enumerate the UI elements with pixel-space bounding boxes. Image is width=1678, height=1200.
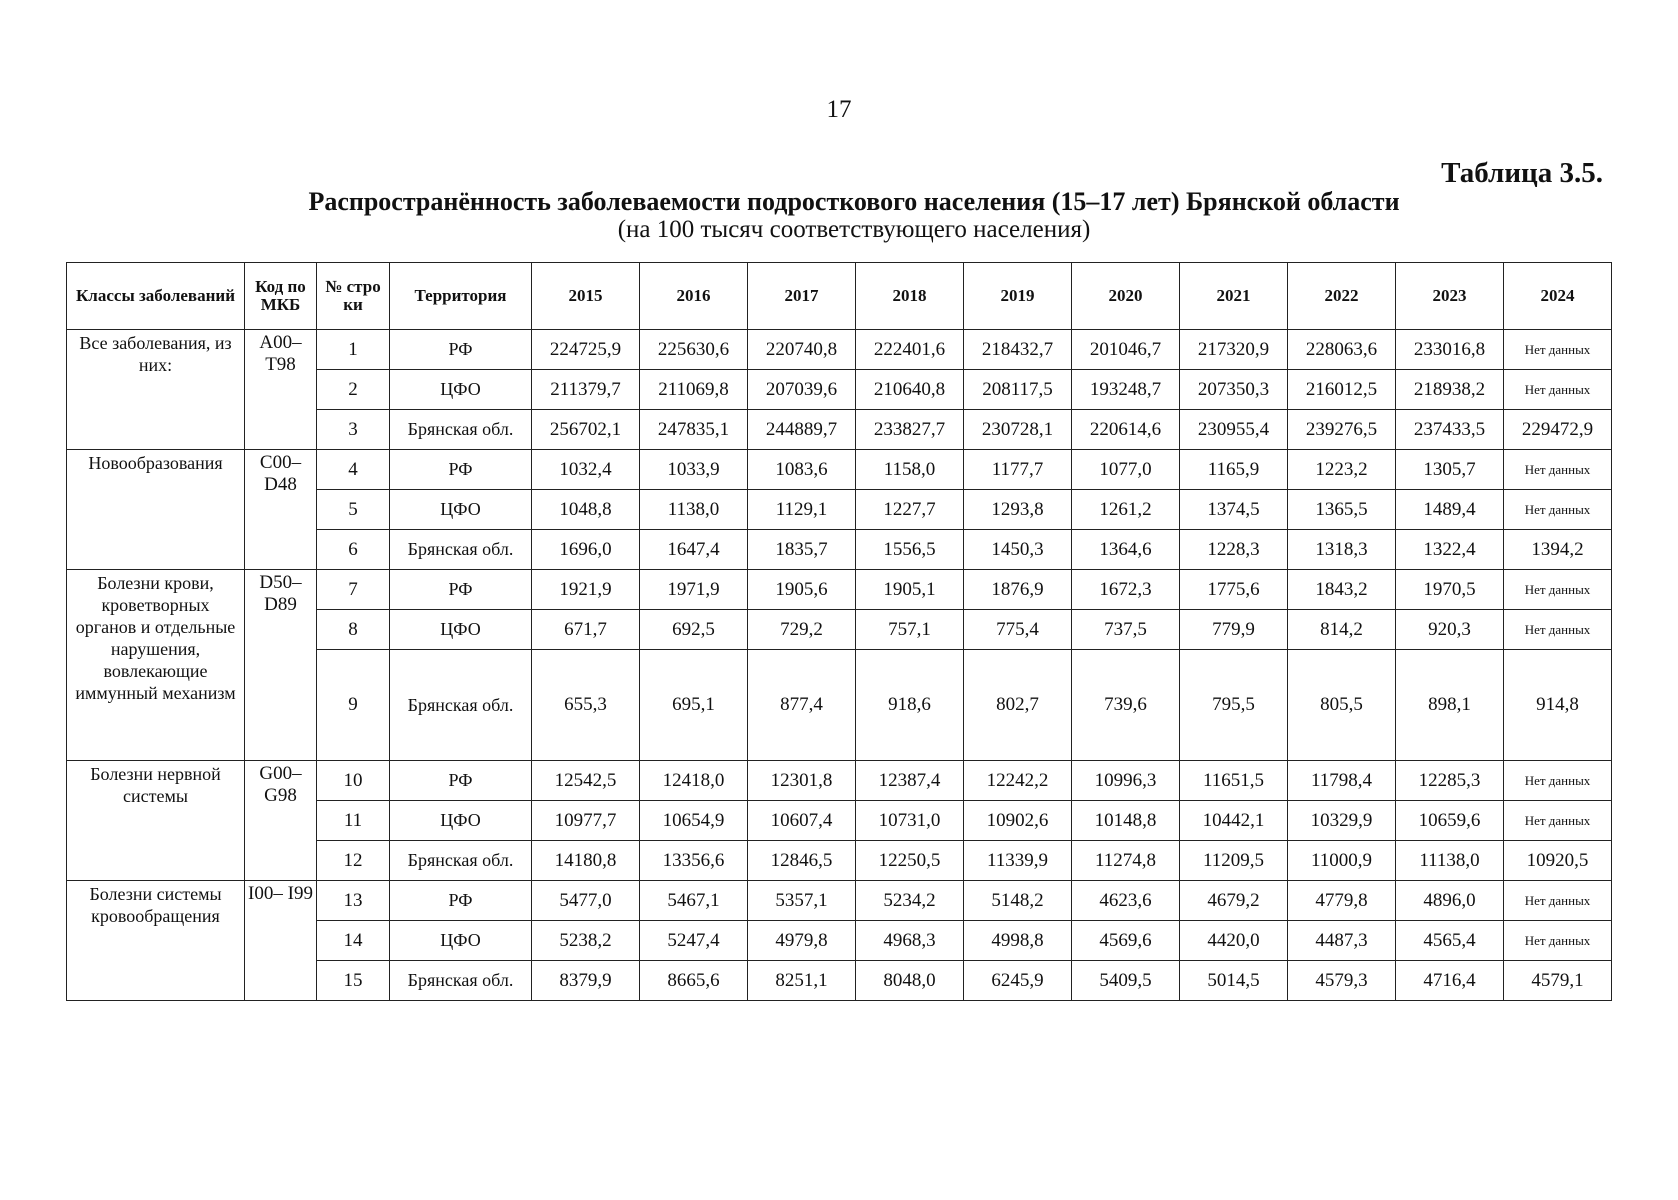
value-cell: 671,7	[532, 610, 640, 650]
icd-code-cell: C00– D48	[245, 450, 317, 570]
value-cell: 12301,8	[748, 761, 856, 801]
value-cell: Нет данных	[1504, 801, 1612, 841]
value-cell: 220614,6	[1072, 410, 1180, 450]
value-cell: 4569,6	[1072, 921, 1180, 961]
value-cell: 10654,9	[640, 801, 748, 841]
value-cell: 805,5	[1288, 650, 1396, 761]
territory-cell: Брянская обл.	[390, 530, 532, 570]
row-number-cell: 9	[317, 650, 390, 761]
value-cell: Нет данных	[1504, 490, 1612, 530]
value-cell: 4679,2	[1180, 881, 1288, 921]
value-cell: 1129,1	[748, 490, 856, 530]
header-year: 2024	[1504, 263, 1612, 330]
value-cell: Нет данных	[1504, 921, 1612, 961]
row-number-cell: 8	[317, 610, 390, 650]
value-cell: 1033,9	[640, 450, 748, 490]
value-cell: 233827,7	[856, 410, 964, 450]
value-cell: 12250,5	[856, 841, 964, 881]
value-cell: 802,7	[964, 650, 1072, 761]
value-cell: 5014,5	[1180, 961, 1288, 1001]
value-cell: 5357,1	[748, 881, 856, 921]
page-number: 17	[826, 96, 852, 123]
value-cell: 737,5	[1072, 610, 1180, 650]
value-cell: 1138,0	[640, 490, 748, 530]
value-cell: 1083,6	[748, 450, 856, 490]
value-cell: 4896,0	[1396, 881, 1504, 921]
value-cell: 12846,5	[748, 841, 856, 881]
value-cell: 8379,9	[532, 961, 640, 1001]
value-cell: 10920,5	[1504, 841, 1612, 881]
territory-cell: РФ	[390, 450, 532, 490]
value-cell: 1394,2	[1504, 530, 1612, 570]
value-cell: 211069,8	[640, 370, 748, 410]
value-cell: 4565,4	[1396, 921, 1504, 961]
header-year: 2021	[1180, 263, 1288, 330]
value-cell: 244889,7	[748, 410, 856, 450]
value-cell: 239276,5	[1288, 410, 1396, 450]
territory-cell: Брянская обл.	[390, 650, 532, 761]
value-cell: 739,6	[1072, 650, 1180, 761]
territory-cell: Брянская обл.	[390, 841, 532, 881]
value-cell: 5234,2	[856, 881, 964, 921]
row-number-cell: 7	[317, 570, 390, 610]
value-cell: 1365,5	[1288, 490, 1396, 530]
value-cell: 1077,0	[1072, 450, 1180, 490]
value-cell: 779,9	[1180, 610, 1288, 650]
value-cell: 207350,3	[1180, 370, 1288, 410]
value-cell: Нет данных	[1504, 370, 1612, 410]
value-cell: 1489,4	[1396, 490, 1504, 530]
value-cell: 11138,0	[1396, 841, 1504, 881]
value-cell: 4420,0	[1180, 921, 1288, 961]
value-cell: 193248,7	[1072, 370, 1180, 410]
value-cell: 1450,3	[964, 530, 1072, 570]
row-number-cell: 5	[317, 490, 390, 530]
value-cell: 1835,7	[748, 530, 856, 570]
value-cell: 4998,8	[964, 921, 1072, 961]
value-cell: 222401,6	[856, 330, 964, 370]
disease-class-cell: Болезни системы кровообращения	[67, 881, 245, 1001]
header-code: Код по МКБ	[245, 263, 317, 330]
row-number-cell: 11	[317, 801, 390, 841]
value-cell: 1876,9	[964, 570, 1072, 610]
value-cell: 4579,3	[1288, 961, 1396, 1001]
value-cell: 1647,4	[640, 530, 748, 570]
value-cell: 10731,0	[856, 801, 964, 841]
territory-cell: ЦФО	[390, 490, 532, 530]
header-year: 2015	[532, 263, 640, 330]
value-cell: 11798,4	[1288, 761, 1396, 801]
value-cell: 918,6	[856, 650, 964, 761]
value-cell: 814,2	[1288, 610, 1396, 650]
value-cell: 1228,3	[1180, 530, 1288, 570]
table-row	[67, 570, 1612, 610]
table-row	[67, 761, 1612, 801]
value-cell: 1374,5	[1180, 490, 1288, 530]
row-number-cell: 4	[317, 450, 390, 490]
value-cell: 230728,1	[964, 410, 1072, 450]
value-cell: 224725,9	[532, 330, 640, 370]
territory-cell: РФ	[390, 761, 532, 801]
value-cell: 775,4	[964, 610, 1072, 650]
value-cell: 729,2	[748, 610, 856, 650]
value-cell: 12387,4	[856, 761, 964, 801]
value-cell: 1048,8	[532, 490, 640, 530]
value-cell: 1921,9	[532, 570, 640, 610]
value-cell: 5477,0	[532, 881, 640, 921]
value-cell: 12542,5	[532, 761, 640, 801]
row-number-cell: 15	[317, 961, 390, 1001]
value-cell: 10607,4	[748, 801, 856, 841]
value-cell: 10442,1	[1180, 801, 1288, 841]
value-cell: 692,5	[640, 610, 748, 650]
icd-code-cell: A00– T98	[245, 330, 317, 450]
header-row-number: № стро ки	[317, 263, 390, 330]
value-cell: 8665,6	[640, 961, 748, 1001]
value-cell: 256702,1	[532, 410, 640, 450]
value-cell: 1905,1	[856, 570, 964, 610]
value-cell: 877,4	[748, 650, 856, 761]
value-cell: Нет данных	[1504, 570, 1612, 610]
value-cell: 1843,2	[1288, 570, 1396, 610]
row-number-cell: 14	[317, 921, 390, 961]
value-cell: 1970,5	[1396, 570, 1504, 610]
territory-cell: ЦФО	[390, 801, 532, 841]
disease-class-cell: Болезни крови, кроветворных органов и отдельные нарушения, вовлекающие иммунный механизм	[67, 570, 245, 761]
value-cell: 11339,9	[964, 841, 1072, 881]
disease-class-cell: Новообразования	[67, 450, 245, 570]
value-cell: 1672,3	[1072, 570, 1180, 610]
value-cell: 1971,9	[640, 570, 748, 610]
row-number-cell: 10	[317, 761, 390, 801]
value-cell: 914,8	[1504, 650, 1612, 761]
header-territory: Территория	[390, 263, 532, 330]
value-cell: 11651,5	[1180, 761, 1288, 801]
territory-cell: ЦФО	[390, 610, 532, 650]
territory-cell: РФ	[390, 570, 532, 610]
territory-cell: ЦФО	[390, 370, 532, 410]
table-label: Таблица 3.5.	[1441, 157, 1603, 189]
header-year: 2016	[640, 263, 748, 330]
value-cell: 920,3	[1396, 610, 1504, 650]
value-cell: 5467,1	[640, 881, 748, 921]
territory-cell: ЦФО	[390, 921, 532, 961]
disease-class-cell: Все заболевания, из них:	[67, 330, 245, 450]
value-cell: 5247,4	[640, 921, 748, 961]
value-cell: 1227,7	[856, 490, 964, 530]
value-cell: 10659,6	[1396, 801, 1504, 841]
value-cell: 10148,8	[1072, 801, 1180, 841]
value-cell: 201046,7	[1072, 330, 1180, 370]
row-number-cell: 13	[317, 881, 390, 921]
value-cell: 14180,8	[532, 841, 640, 881]
value-cell: 1293,8	[964, 490, 1072, 530]
value-cell: 4779,8	[1288, 881, 1396, 921]
value-cell: 10996,3	[1072, 761, 1180, 801]
value-cell: 695,1	[640, 650, 748, 761]
table-title: Распространённость заболеваемости подросткового населения (15–17 лет) Брянской области	[308, 187, 1400, 216]
header-year: 2019	[964, 263, 1072, 330]
table-row	[67, 330, 1612, 370]
value-cell: 10329,9	[1288, 801, 1396, 841]
header-year: 2023	[1396, 263, 1504, 330]
value-cell: Нет данных	[1504, 761, 1612, 801]
value-cell: 233016,8	[1396, 330, 1504, 370]
value-cell: 1261,2	[1072, 490, 1180, 530]
value-cell: 4968,3	[856, 921, 964, 961]
value-cell: 13356,6	[640, 841, 748, 881]
table-body	[67, 330, 1612, 1001]
value-cell: 11209,5	[1180, 841, 1288, 881]
value-cell: 1322,4	[1396, 530, 1504, 570]
value-cell: 1177,7	[964, 450, 1072, 490]
value-cell: 12242,2	[964, 761, 1072, 801]
value-cell: 210640,8	[856, 370, 964, 410]
value-cell: 6245,9	[964, 961, 1072, 1001]
table-subtitle: (на 100 тысяч соответствующего населения)	[617, 216, 1091, 243]
value-cell: 247835,1	[640, 410, 748, 450]
row-number-cell: 2	[317, 370, 390, 410]
value-cell: 4979,8	[748, 921, 856, 961]
value-cell: 5409,5	[1072, 961, 1180, 1001]
value-cell: 218432,7	[964, 330, 1072, 370]
value-cell: Нет данных	[1504, 610, 1612, 650]
header-year: 2022	[1288, 263, 1396, 330]
value-cell: 8048,0	[856, 961, 964, 1001]
value-cell: 1905,6	[748, 570, 856, 610]
territory-cell: Брянская обл.	[390, 410, 532, 450]
icd-code-cell: G00– G98	[245, 761, 317, 881]
value-cell: 211379,7	[532, 370, 640, 410]
row-number-cell: 12	[317, 841, 390, 881]
header-row	[67, 263, 1612, 330]
value-cell: Нет данных	[1504, 450, 1612, 490]
value-cell: 795,5	[1180, 650, 1288, 761]
value-cell: Нет данных	[1504, 881, 1612, 921]
value-cell: 8251,1	[748, 961, 856, 1001]
disease-class-cell: Болезни нервной системы	[67, 761, 245, 881]
value-cell: 1696,0	[532, 530, 640, 570]
row-number-cell: 1	[317, 330, 390, 370]
value-cell: 4716,4	[1396, 961, 1504, 1001]
header-year: 2020	[1072, 263, 1180, 330]
value-cell: 655,3	[532, 650, 640, 761]
header-year: 2017	[748, 263, 856, 330]
value-cell: 11274,8	[1072, 841, 1180, 881]
value-cell: 1556,5	[856, 530, 964, 570]
territory-cell: Брянская обл.	[390, 961, 532, 1001]
icd-code-cell: I00– I99	[245, 881, 317, 1001]
value-cell: 230955,4	[1180, 410, 1288, 450]
value-cell: 225630,6	[640, 330, 748, 370]
value-cell: 1305,7	[1396, 450, 1504, 490]
value-cell: 898,1	[1396, 650, 1504, 761]
value-cell: 4579,1	[1504, 961, 1612, 1001]
value-cell: 207039,6	[748, 370, 856, 410]
value-cell: 216012,5	[1288, 370, 1396, 410]
value-cell: Нет данных	[1504, 330, 1612, 370]
header-year: 2018	[856, 263, 964, 330]
value-cell: 237433,5	[1396, 410, 1504, 450]
value-cell: 1775,6	[1180, 570, 1288, 610]
value-cell: 5238,2	[532, 921, 640, 961]
value-cell: 229472,9	[1504, 410, 1612, 450]
value-cell: 4487,3	[1288, 921, 1396, 961]
icd-code-cell: D50– D89	[245, 570, 317, 761]
value-cell: 10977,7	[532, 801, 640, 841]
value-cell: 5148,2	[964, 881, 1072, 921]
value-cell: 12285,3	[1396, 761, 1504, 801]
table-row	[67, 881, 1612, 921]
value-cell: 1158,0	[856, 450, 964, 490]
value-cell: 11000,9	[1288, 841, 1396, 881]
data-table	[66, 262, 1612, 1001]
value-cell: 220740,8	[748, 330, 856, 370]
value-cell: 1223,2	[1288, 450, 1396, 490]
header-class: Классы заболеваний	[67, 263, 245, 330]
value-cell: 12418,0	[640, 761, 748, 801]
row-number-cell: 6	[317, 530, 390, 570]
value-cell: 208117,5	[964, 370, 1072, 410]
value-cell: 1165,9	[1180, 450, 1288, 490]
value-cell: 10902,6	[964, 801, 1072, 841]
value-cell: 217320,9	[1180, 330, 1288, 370]
table-row	[67, 450, 1612, 490]
value-cell: 228063,6	[1288, 330, 1396, 370]
row-number-cell: 3	[317, 410, 390, 450]
value-cell: 757,1	[856, 610, 964, 650]
value-cell: 218938,2	[1396, 370, 1504, 410]
value-cell: 4623,6	[1072, 881, 1180, 921]
value-cell: 1364,6	[1072, 530, 1180, 570]
value-cell: 1318,3	[1288, 530, 1396, 570]
value-cell: 1032,4	[532, 450, 640, 490]
territory-cell: РФ	[390, 881, 532, 921]
territory-cell: РФ	[390, 330, 532, 370]
